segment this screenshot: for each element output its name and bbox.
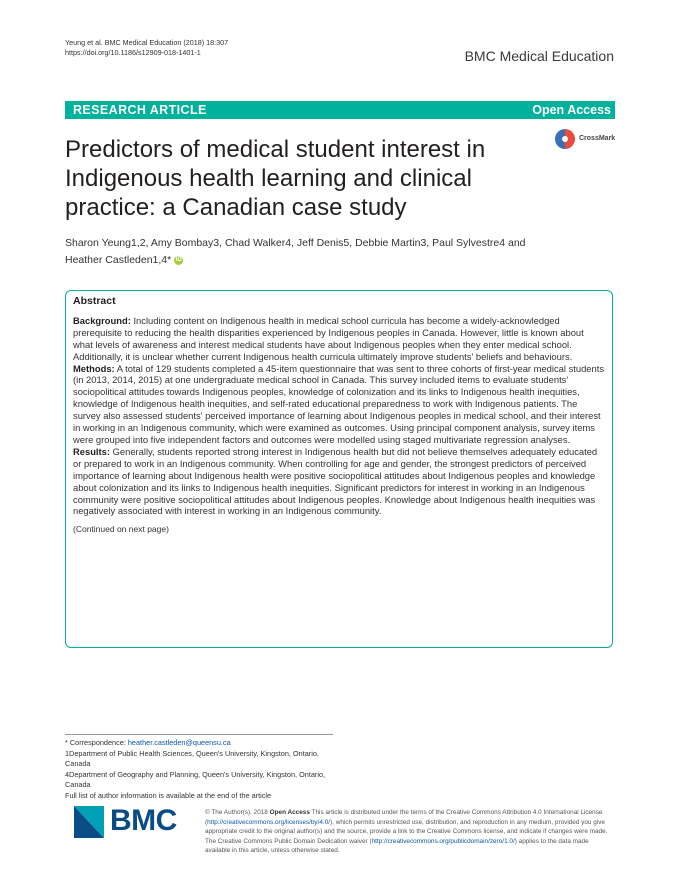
orcid-icon[interactable]: iD <box>175 256 182 263</box>
section-label: Results: <box>73 445 110 457</box>
license-text: © The Author(s). 2018 Open Access This article is distributed under the terms of the Creative Commons Attribution 4.0 International License (http://creativecommons.org/licenses/by/4.0/), which permits unrestricted use, distribution, and reproduction in any medium, provided you give appropriate credit to the original author(s) and the source, provide a link to the Creative Commons license, and indicate if changes were made. The Creative Commons Public Domain Dedication waiver (http://creativecommons.org/publicdomain/zero/1.0/) applies to the data made available in this article, unless otherwise stated. <box>205 809 608 855</box>
correspondence: * Correspondence: heather.castleden@queensu.ca <box>65 738 231 747</box>
bmc-logo <box>74 806 204 840</box>
author-line: Heather Castleden1,4* iD <box>65 254 182 266</box>
section-text: A total of 129 students completed a 45-item questionnaire that was sent to three cohorts of first-year medical students (in 2013, 2014, 2015) at one undergraduate medical school in Canada. This survey included items to evaluate students' sociopolitical attitudes towards Indigenous peoples, knowledge of colonization and its links to Indigenous health inequities, knowledge of Indigenous health inequities, and self-rated educational preparedness to work with Indigenous patients. The survey also assessed students' perceived importance of learning about Indigenous peoples in medical school, and their interest in working in an Indigenous community, which were examined as outcomes. Using principal component analysis, survey items were grouped into five independent factors and outcomes were modelled using staged multivariate regression analyses. <box>73 362 605 445</box>
continued-note: (Continued on next page) <box>73 524 169 535</box>
bmc-logo-text: BMC <box>110 804 177 837</box>
crossmark-label: CrossMark <box>579 135 616 142</box>
open-access-label: Open Access <box>532 103 611 117</box>
author-info-note: Full list of author information is available at the end of the article <box>65 790 272 800</box>
affiliation: 1Department of Public Health Sciences, Queen's University, Kingston, Ontario, Canada <box>65 748 319 769</box>
article-type-label: RESEARCH ARTICLE <box>73 103 207 117</box>
footnote-divider <box>65 734 333 735</box>
correspondence-email[interactable]: heather.castleden@queensu.ca <box>127 738 231 747</box>
section-label: Methods: <box>73 362 115 374</box>
author-list <box>65 235 545 269</box>
author-line: Sharon Yeung1,2, Amy Bombay3, Chad Walker4, Jeff Denis5, Debbie Martin3, Paul Sylvestre4 and <box>65 237 526 249</box>
footnotes <box>65 738 335 802</box>
section-label: Background: <box>73 314 131 326</box>
abstract-box <box>65 290 613 648</box>
license-link[interactable]: http://creativecommons.org/licenses/by/4.0/ <box>207 818 331 826</box>
crossmark-badge[interactable] <box>555 129 617 151</box>
affiliation: 4Department of Geography and Planning, Queen's University, Kingston, Ontario, Canada <box>65 769 326 790</box>
abstract-heading: Abstract <box>73 295 116 307</box>
abstract-background <box>73 315 605 363</box>
bmc-logo-icon <box>74 806 104 838</box>
article-title: Predictors of medical student interest in Indigenous health learning and clinical practice: a Canadian case study <box>65 136 486 221</box>
crossmark-icon <box>555 129 575 149</box>
citation <box>65 38 228 58</box>
article-type-banner <box>65 101 615 119</box>
doi-link[interactable]: https://doi.org/10.1186/s12909-018-1401-1 <box>65 48 201 57</box>
journal-name: BMC Medical Education <box>464 48 614 64</box>
open-access-statement: Open Access <box>269 809 310 816</box>
section-text: Including content on Indigenous health in medical school curricula has become a widely-acknowledged prerequisite to reducing the health disparities experienced by Indigenous peoples in Canada. However, little is known about what levels of awareness and interest medical students have about Indigenous peoples when they enter medical school. Additionally, it is unclear whether current Indigenous health curricula ultimately improve students' beliefs and behaviours. <box>73 314 584 362</box>
abstract-results <box>73 446 605 517</box>
publicdomain-link[interactable]: http://creativecommons.org/publicdomain/zero/1.0/ <box>371 837 515 845</box>
abstract-methods <box>73 363 605 446</box>
citation-line: Yeung et al. BMC Medical Education (2018) 18:307 <box>65 38 229 47</box>
section-text: Generally, students reported strong interest in Indigenous health but did not believe themselves adequately educated or prepared to work in an Indigenous community. When controlling for age and gender, the strongest predictors of perceived importance of learning about Indigenous health were positive sociopolitical attitudes about Indigenous peoples and knowledge about colonization and its links to Indigenous health inequities. Significant predictors for interest in working in an Indigenous community were positive sociopolitical attitudes about Indigenous peoples. Knowledge about Indigenous health inequities was negatively associated with interest in working in an Indigenous community. <box>73 445 598 517</box>
